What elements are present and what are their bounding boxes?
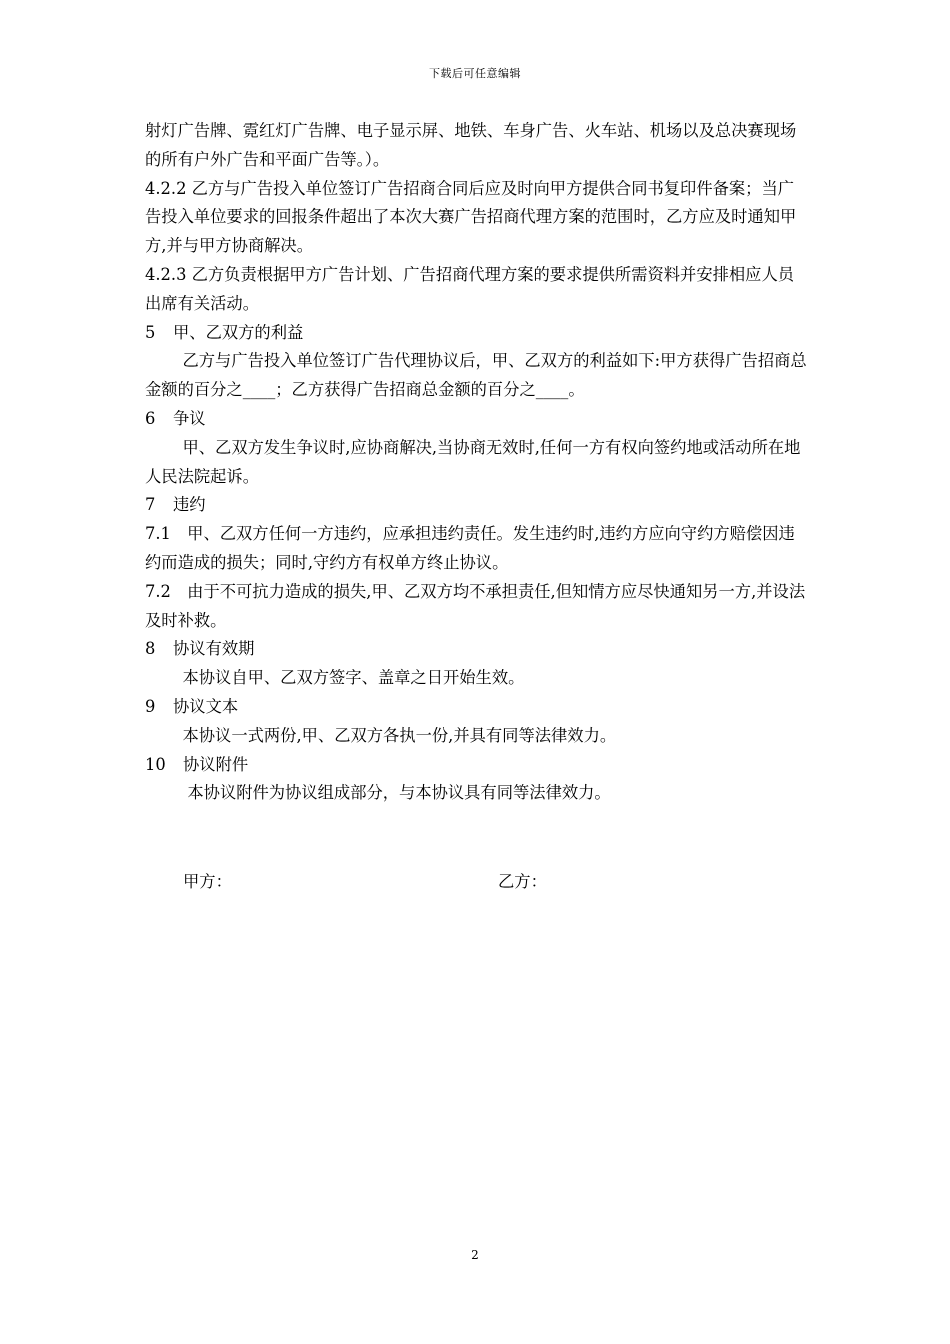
section-9-number: 9 xyxy=(145,696,156,716)
section-9-title: 协议文本 xyxy=(173,696,239,716)
clause-7-1: 7.1 甲、乙双方任何一方违约，应承担违约责任。发生违约时,违约方应向守约方赔偿因违约而造成的损失；同时,守约方有权单方终止协议。 xyxy=(145,524,795,572)
page-header-note: 下载后可任意编辑 xyxy=(429,67,521,80)
section-7-number: 7 xyxy=(145,495,156,515)
clause-7-2: 7.2 由于不可抗力造成的损失,甲、乙双方均不承担责任,但知情方应尽快通知另一方,并设法及时补救。 xyxy=(145,581,806,630)
clause-4-2-2: 4.2.2 乙方与广告投入单位签订广告招商合同后应及时向甲方提供合同书复印件备案；当广告投入单位要求的回报条件超出了本次大赛广告招商代理方案的范围时，乙方应及时通知甲方,并与甲方协商解决。 xyxy=(145,178,797,256)
section-8-heading xyxy=(145,635,810,664)
clause-4-2-3: 4.2.3 乙方负责根据甲方广告计划、广告招商代理方案的要求提供所需资料并安排相应人员出席有关活动。 xyxy=(145,264,795,313)
section-6-title: 争议 xyxy=(173,408,206,428)
document-body xyxy=(145,117,810,808)
party-a-signature-label: 甲方： xyxy=(183,872,232,891)
page-number: 2 xyxy=(471,1248,479,1262)
section-7-title: 违约 xyxy=(173,495,206,515)
section-5-heading xyxy=(145,319,810,348)
party-b-signature-label: 乙方： xyxy=(498,872,547,891)
section-10-heading xyxy=(145,751,810,780)
section-6-text: 甲、乙双方发生争议时,应协商解决,当协商无效时,任何一方有权向签约地或活动所在地人民法院起诉。 xyxy=(145,437,801,486)
section-5-title: 甲、乙双方的利益 xyxy=(173,322,304,342)
section-8-number: 8 xyxy=(145,639,156,659)
section-10-number: 10 xyxy=(145,754,166,774)
section-6-number: 6 xyxy=(145,408,156,428)
section-5-number: 5 xyxy=(145,322,156,342)
paragraph-advertising-list: 射灯广告牌、霓红灯广告牌、电子显示屏、地铁、车身广告、火车站、机场以及总决赛现场的所有户外广告和平面广告等。）。 xyxy=(145,121,797,169)
section-9-heading xyxy=(145,693,810,722)
section-6-heading xyxy=(145,405,810,434)
section-10-text: 本协议附件为协议组成部分，与本协议具有同等法律效力。 xyxy=(187,783,611,803)
section-8-title: 协议有效期 xyxy=(173,639,255,659)
section-9-text: 本协议一式两份,甲、乙双方各执一份,并具有同等法律效力。 xyxy=(182,725,617,745)
signature-row xyxy=(0,868,950,898)
section-5-text: 乙方与广告投入单位签订广告代理协议后，甲、乙双方的利益如下:甲方获得广告招商总金额的百分之____；乙方获得广告招商总金额的百分之____。 xyxy=(145,351,807,400)
section-7-heading xyxy=(145,491,810,520)
section-10-title: 协议附件 xyxy=(183,754,249,774)
section-8-text: 本协议自甲、乙双方签字、盖章之日开始生效。 xyxy=(182,668,525,688)
